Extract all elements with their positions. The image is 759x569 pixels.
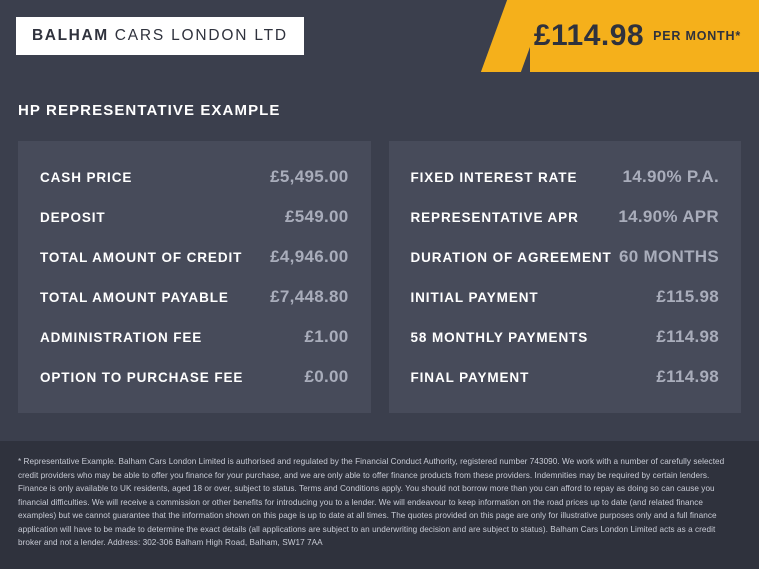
monthly-price-amount: £114.98 — [533, 19, 645, 52]
row-value: £549.00 — [284, 207, 349, 226]
row-value: £5,495.00 — [270, 167, 349, 186]
row-label: INITIAL PAYMENT — [410, 290, 539, 305]
page-title: HP REPRESENTATIVE EXAMPLE — [18, 102, 281, 119]
row-label: CASH PRICE — [40, 170, 133, 185]
header-left — [0, 0, 530, 72]
row-label: FINAL PAYMENT — [410, 370, 530, 385]
table-row — [36, 277, 353, 317]
dealer-logo — [16, 17, 304, 55]
finance-panel-right — [389, 141, 742, 413]
row-value: £7,448.80 — [270, 287, 349, 306]
row-value: £114.98 — [656, 327, 719, 346]
table-row — [36, 237, 353, 277]
row-label: TOTAL AMOUNT OF CREDIT — [40, 250, 243, 265]
page-header — [0, 0, 759, 72]
monthly-price-banner — [530, 0, 759, 72]
row-value: £115.98 — [656, 287, 719, 306]
row-label: REPRESENTATIVE APR — [410, 210, 579, 225]
table-row — [407, 237, 724, 277]
row-value: 14.90% APR — [618, 207, 719, 226]
table-row — [407, 277, 724, 317]
table-row — [407, 317, 724, 357]
table-row — [36, 357, 353, 397]
row-value: £114.98 — [656, 367, 719, 386]
table-row — [36, 197, 353, 237]
row-value: 14.90% P.A. — [622, 167, 719, 186]
table-row — [407, 357, 724, 397]
table-row — [36, 157, 353, 197]
row-label: ADMINISTRATION FEE — [40, 330, 203, 345]
disclaimer-text: * Representative Example. Balham Cars London Limited is authorised and regulated by the Financial Conduct Authority, registered number 743090. We work with a number of carefully selected credit providers who may be able to offer you finance for your purchase, and we are only able to offer finance products from these providers. Indemnities may be required by certain lenders. Finance is only available to UK residents, aged 18 or over, subject to status. Terms and Conditions apply. You should not borrow more than you can afford to repay as doing so can cause you financial difficulties. We will receive a commission or other benefits for introducing you to a lender. We will endeavour to keep information on the road prices up to date (and related finance examples) but we cannot guarantee that the information shown on this page is up to date at all times. The quotes provided on this page are only for illustrative purposes only and a full finance application will have to be made to determine the exact details (all applications are subject to an underwriting decision and are subject to status). Balham Cars London Limited acts as a credit broker and not a lender. Address: 302-306 Balham High Road, Balham, SW17 7AA — [18, 457, 725, 548]
disclaimer-section — [0, 441, 759, 569]
row-label: OPTION TO PURCHASE FEE — [40, 370, 244, 385]
logo-bold-text: BALHAM — [32, 27, 109, 45]
table-row — [36, 317, 353, 357]
row-value: £1.00 — [304, 327, 349, 346]
row-label: DEPOSIT — [40, 210, 106, 225]
row-label: FIXED INTEREST RATE — [410, 170, 578, 185]
table-row — [407, 197, 724, 237]
row-label: DURATION OF AGREEMENT — [410, 250, 612, 265]
table-row — [407, 157, 724, 197]
row-value: £0.00 — [304, 367, 349, 386]
row-label: 58 MONTHLY PAYMENTS — [410, 330, 589, 345]
monthly-price-period: PER MONTH* — [653, 29, 741, 43]
logo-rest-text: CARS LONDON LTD — [114, 27, 288, 45]
row-label: TOTAL AMOUNT PAYABLE — [40, 290, 229, 305]
finance-details-panels — [18, 141, 741, 413]
finance-panel-left — [18, 141, 371, 413]
row-value: £4,946.00 — [270, 247, 349, 266]
row-value: 60 MONTHS — [619, 247, 719, 266]
